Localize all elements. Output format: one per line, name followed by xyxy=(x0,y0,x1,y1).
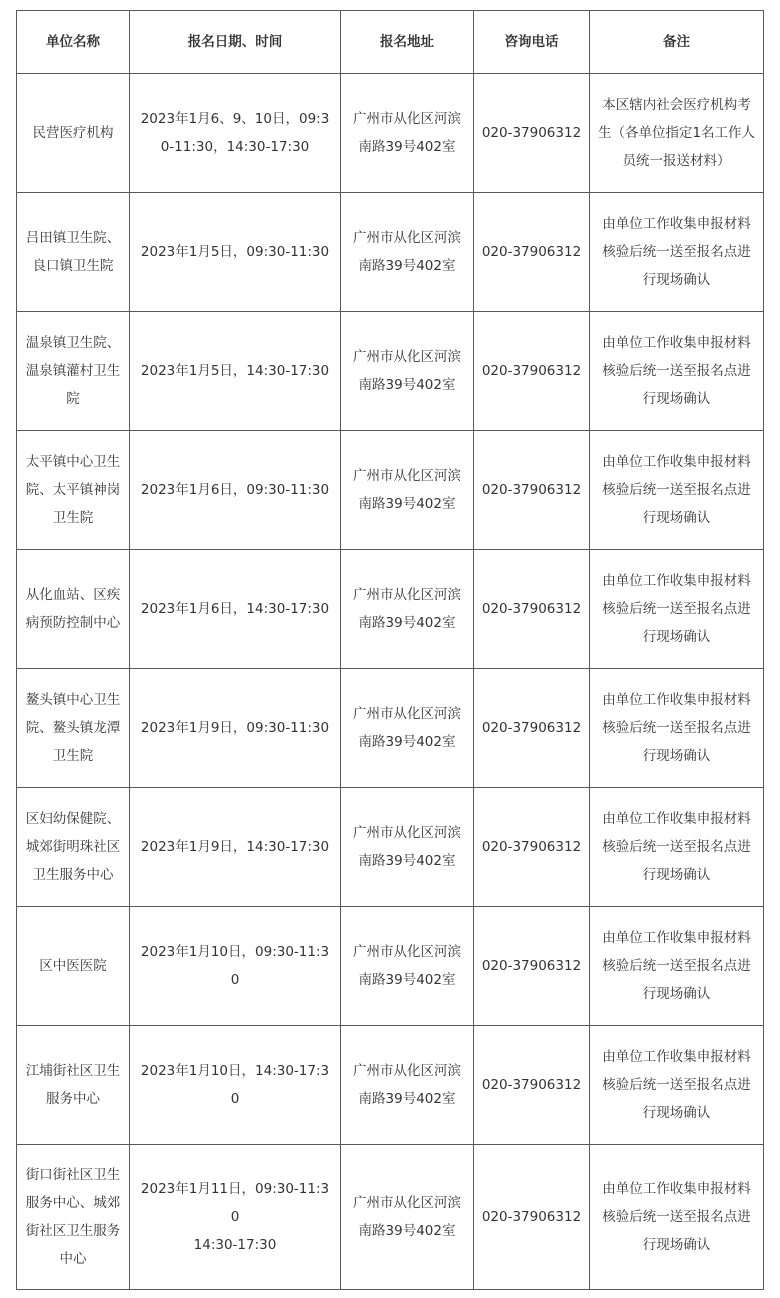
header-registration-address: 报名地址 xyxy=(341,11,474,74)
table-row xyxy=(17,74,764,193)
cell-contact-phone: 020-37906312 xyxy=(474,312,590,431)
cell-unit-name: 民营医疗机构 xyxy=(17,74,130,193)
cell-registration-address: 广州市从化区河滨南路39号402室 xyxy=(341,669,474,788)
cell-unit-name: 从化血站、区疾病预防控制中心 xyxy=(17,550,130,669)
cell-remarks: 由单位工作收集申报材料核验后统一送至报名点进行现场确认 xyxy=(590,907,764,1026)
cell-remarks: 由单位工作收集申报材料核验后统一送至报名点进行现场确认 xyxy=(590,193,764,312)
cell-remarks: 由单位工作收集申报材料核验后统一送至报名点进行现场确认 xyxy=(590,550,764,669)
registration-time-line-2: 14:30-17:30 xyxy=(193,1237,277,1253)
cell-registration-time: 2023年1月10日，09:30-11:30 xyxy=(130,907,341,1026)
table-row xyxy=(17,788,764,907)
cell-registration-time: 2023年1月9日，09:30-11:30 xyxy=(130,669,341,788)
table-row xyxy=(17,907,764,1026)
cell-registration-address: 广州市从化区河滨南路39号402室 xyxy=(341,788,474,907)
cell-contact-phone: 020-37906312 xyxy=(474,193,590,312)
cell-unit-name: 区中医医院 xyxy=(17,907,130,1026)
cell-registration-time: 2023年1月10日，14:30-17:30 xyxy=(130,1026,341,1145)
cell-registration-address: 广州市从化区河滨南路39号402室 xyxy=(341,1145,474,1290)
cell-registration-time: 2023年1月5日，14:30-17:30 xyxy=(130,312,341,431)
table-row xyxy=(17,669,764,788)
registration-schedule-table xyxy=(16,10,764,1290)
cell-contact-phone: 020-37906312 xyxy=(474,1145,590,1290)
table-header-row xyxy=(17,11,764,74)
cell-registration-time: 2023年1月5日，09:30-11:30 xyxy=(130,193,341,312)
cell-unit-name: 太平镇中心卫生院、太平镇神岗卫生院 xyxy=(17,431,130,550)
cell-contact-phone: 020-37906312 xyxy=(474,1026,590,1145)
table-row xyxy=(17,1145,764,1290)
cell-registration-address: 广州市从化区河滨南路39号402室 xyxy=(341,74,474,193)
cell-registration-time: 2023年1月6、9、10日，09:30-11:30，14:30-17:30 xyxy=(130,74,341,193)
cell-remarks: 本区辖内社会医疗机构考生（各单位指定1名工作人员统一报送材料） xyxy=(590,74,764,193)
cell-registration-address: 广州市从化区河滨南路39号402室 xyxy=(341,431,474,550)
registration-time-line-1: 2023年1月11日，09:30-11:30 xyxy=(140,1181,330,1225)
cell-remarks: 由单位工作收集申报材料核验后统一送至报名点进行现场确认 xyxy=(590,1026,764,1145)
table-row xyxy=(17,550,764,669)
table-row xyxy=(17,431,764,550)
cell-registration-address: 广州市从化区河滨南路39号402室 xyxy=(341,1026,474,1145)
header-contact-phone: 咨询电话 xyxy=(474,11,590,74)
header-unit-name: 单位名称 xyxy=(17,11,130,74)
cell-unit-name: 吕田镇卫生院、良口镇卫生院 xyxy=(17,193,130,312)
cell-unit-name: 温泉镇卫生院、温泉镇灌村卫生院 xyxy=(17,312,130,431)
cell-remarks: 由单位工作收集申报材料核验后统一送至报名点进行现场确认 xyxy=(590,669,764,788)
cell-registration-address: 广州市从化区河滨南路39号402室 xyxy=(341,312,474,431)
cell-contact-phone: 020-37906312 xyxy=(474,550,590,669)
cell-registration-address: 广州市从化区河滨南路39号402室 xyxy=(341,550,474,669)
cell-registration-address: 广州市从化区河滨南路39号402室 xyxy=(341,907,474,1026)
cell-registration-time: 2023年1月9日，14:30-17:30 xyxy=(130,788,341,907)
table-row xyxy=(17,193,764,312)
cell-remarks: 由单位工作收集申报材料核验后统一送至报名点进行现场确认 xyxy=(590,788,764,907)
cell-contact-phone: 020-37906312 xyxy=(474,788,590,907)
cell-registration-time: 2023年1月6日，14:30-17:30 xyxy=(130,550,341,669)
cell-unit-name: 鳌头镇中心卫生院、鳌头镇龙潭卫生院 xyxy=(17,669,130,788)
cell-unit-name: 江埔街社区卫生服务中心 xyxy=(17,1026,130,1145)
cell-contact-phone: 020-37906312 xyxy=(474,669,590,788)
cell-registration-address: 广州市从化区河滨南路39号402室 xyxy=(341,193,474,312)
table-row xyxy=(17,312,764,431)
cell-remarks: 由单位工作收集申报材料核验后统一送至报名点进行现场确认 xyxy=(590,312,764,431)
cell-registration-time: 2023年1月6日，09:30-11:30 xyxy=(130,431,341,550)
cell-contact-phone: 020-37906312 xyxy=(474,74,590,193)
header-registration-time: 报名日期、时间 xyxy=(130,11,341,74)
header-remarks: 备注 xyxy=(590,11,764,74)
cell-unit-name: 街口街社区卫生服务中心、城郊街社区卫生服务中心 xyxy=(17,1145,130,1290)
cell-contact-phone: 020-37906312 xyxy=(474,907,590,1026)
table-row xyxy=(17,1026,764,1145)
cell-remarks: 由单位工作收集申报材料核验后统一送至报名点进行现场确认 xyxy=(590,431,764,550)
cell-remarks: 由单位工作收集申报材料核验后统一送至报名点进行现场确认 xyxy=(590,1145,764,1290)
cell-unit-name: 区妇幼保健院、城郊街明珠社区卫生服务中心 xyxy=(17,788,130,907)
cell-registration-time xyxy=(130,1145,341,1290)
registration-table-container xyxy=(16,10,764,1290)
cell-contact-phone: 020-37906312 xyxy=(474,431,590,550)
